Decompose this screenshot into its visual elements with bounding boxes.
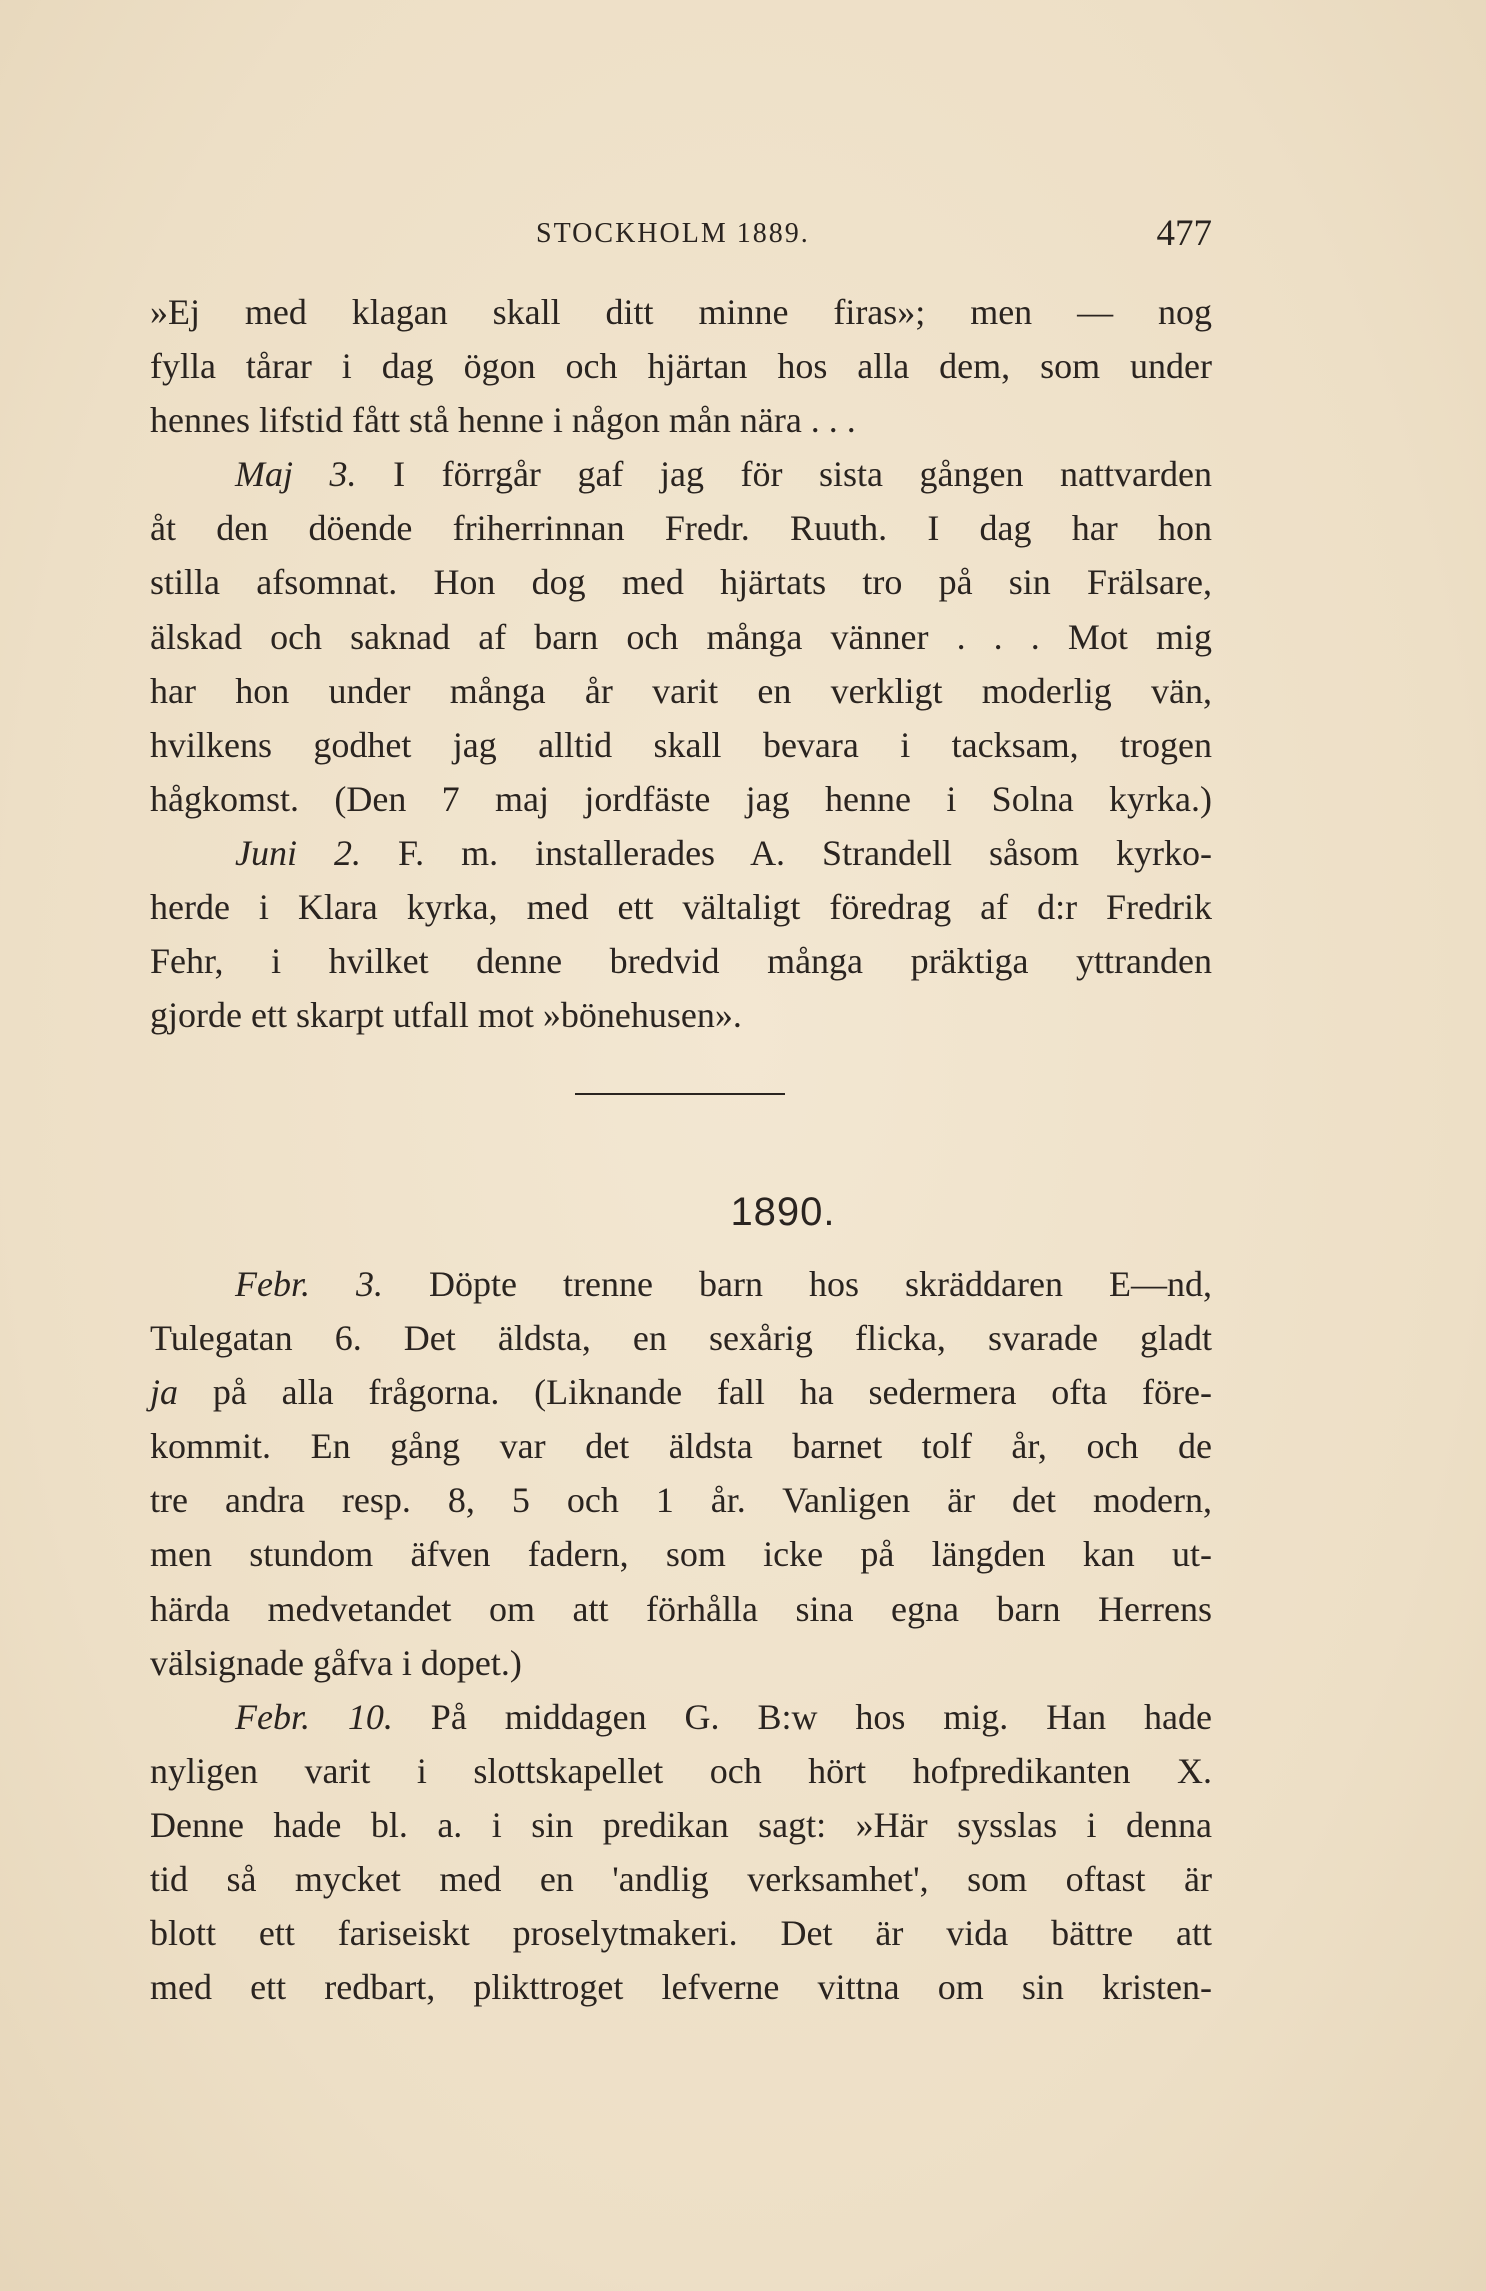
entry-febr-3	[150, 1257, 1212, 1311]
text-line: stilla afsomnat. Hon dog med hjärtats tro på sin Frälsare,	[150, 562, 1212, 603]
text-line: åt den döende friherrinnan Fredr. Ruuth. I dag har hon	[150, 508, 1212, 549]
text-line: blott ett fariseiskt proselytmakeri. Det är vida bättre att	[150, 1913, 1212, 1954]
text-line: Denne hade bl. a. i sin predikan sagt: »Här sysslas i denna	[150, 1804, 1212, 1845]
text-line: med ett redbart, plikttroget lefverne vittna om sin kristen-	[150, 1967, 1212, 2008]
entry-date: Febr. 3.	[235, 1264, 384, 1304]
entry-text: På middagen G. B:w hos mig. Han hade	[430, 1696, 1212, 1737]
page-number: 477	[1156, 213, 1212, 254]
text-line: kommit. En gång var det äldsta barnet tolf år, och de	[150, 1426, 1212, 1467]
diary-entries-1889	[150, 285, 1212, 1042]
text-line: »Ej med klagan skall ditt minne firas»; men — nog	[150, 292, 1212, 332]
text-line: tid så mycket med en 'andlig verksamhet', som oftast är	[150, 1859, 1212, 1900]
entry-juni-2	[150, 826, 1212, 880]
entry-febr-10	[150, 1690, 1212, 1744]
text-line-ja	[150, 1365, 1212, 1419]
section-divider	[575, 1093, 785, 1095]
entry-date: Maj 3.	[235, 454, 357, 495]
text-line: tre andra resp. 8, 5 och 1 år. Vanligen är det modern,	[150, 1480, 1212, 1521]
text-line: Fehr, i hvilket denne bredvid många präktiga yttranden	[150, 941, 1212, 982]
text-line: Tulegatan 6. Det äldsta, en sexårig flicka, svarade gladt	[150, 1318, 1212, 1359]
text-line: hågkomst. (Den 7 maj jordfäste jag henne i Solna kyrka.)	[150, 778, 1212, 819]
text-line: härda medvetandet om att förhålla sina egna barn Herrens	[150, 1588, 1212, 1629]
text-line: men stundom äfven fadern, som icke på längden kan ut-	[150, 1534, 1212, 1575]
entry-maj-3	[150, 447, 1212, 501]
entry-text: på alla frågorna. (Liknande fall ha sedermera ofta före-	[212, 1372, 1213, 1413]
entry-text: Döpte trenne barn hos skräddaren E—nd,	[429, 1264, 1212, 1304]
text-line: herde i Klara kyrka, med ett vältaligt föredrag af d:r Fredrik	[150, 887, 1212, 928]
entry-date: Juni 2.	[235, 832, 361, 873]
entry-text: F. m. installerades A. Strandell såsom kyrko-	[397, 832, 1213, 873]
entry-text: I förrgår gaf jag för sista gången nattvarden	[393, 454, 1212, 495]
text-line: välsignade gåfva i dopet.)	[150, 1642, 522, 1683]
text-line: hennes lifstid fått stå henne i någon mån nära . . .	[150, 400, 856, 441]
text-line: har hon under många år varit en verkligt moderlig vän,	[150, 670, 1212, 711]
italic-word: ja	[150, 1372, 179, 1413]
year-heading: 1890.	[730, 1190, 836, 1234]
diary-entries-1890	[150, 1257, 1212, 2014]
text-line: nyligen varit i slottskapellet och hört hofpredikanten X.	[150, 1750, 1212, 1791]
text-line: fylla tårar i dag ögon och hjärtan hos alla dem, som under	[150, 346, 1212, 387]
running-head: STOCKHOLM 1889.	[536, 218, 810, 249]
text-line: älskad och saknad af barn och många vänner . . . Mot mig	[150, 616, 1212, 657]
text-line: gjorde ett skarpt utfall mot »bönehusen».	[150, 995, 742, 1036]
page-header	[150, 208, 1212, 268]
text-line: hvilkens godhet jag alltid skall bevara i tacksam, trogen	[150, 724, 1212, 765]
entry-date: Febr. 10.	[235, 1696, 393, 1737]
